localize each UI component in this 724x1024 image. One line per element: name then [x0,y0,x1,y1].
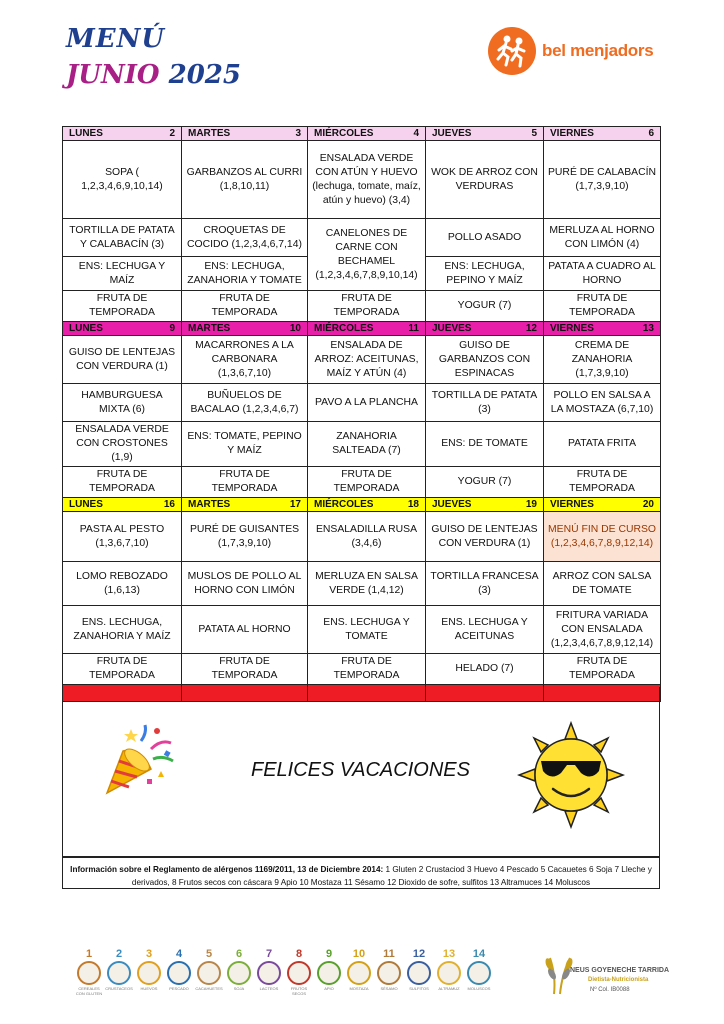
dish-cell: FRUTA DE TEMPORADA [544,291,661,322]
dish-cell: ENS: TOMATE, PEPINO Y MAÍZ [182,422,308,467]
week-1-second-course [63,219,661,257]
dish-cell: FRUTA DE TEMPORADA [308,467,426,498]
day-header: MARTES 3 [182,127,308,141]
week-2-header [63,322,661,336]
dish-cell: FRUTA DE TEMPORADA [544,467,661,498]
week-3-header [63,498,661,512]
dish-cell: LOMO REBOZADO (1,6,13) [63,562,182,606]
week-2-side [63,422,661,467]
party-popper-icon [101,721,181,801]
dish-cell: YOGUR (7) [426,467,544,498]
day-header: VIERNES 20 [544,498,661,512]
day-header: JUEVES 5 [426,127,544,141]
day-header: LUNES 2 [63,127,182,141]
dish-cell: FRUTA DE TEMPORADA [308,654,426,685]
end-of-year-menu-cell: MENÚ FIN DE CURSO (1,2,3,4,6,7,8,9,12,14) [544,512,661,562]
dish-cell: GARBANZOS AL CURRI (1,8,10,11) [182,141,308,219]
day-header: VIERNES 6 [544,127,661,141]
vacation-panel [62,687,660,857]
dish-cell: MUSLOS DE POLLO AL HORNO CON LIMÓN [182,562,308,606]
sun-sunglasses-icon [517,721,625,829]
sesame-icon [377,961,401,985]
dish-cell: TORTILLA DE PATATA (3) [426,384,544,422]
dish-cell: GUISO DE LENTEJAS CON VERDURA (1) [426,512,544,562]
dish-cell: PATATA AL HORNO [182,606,308,654]
dish-cell: SOPA ( 1,2,3,4,6,9,10,14) [63,141,182,219]
day-header: MARTES 10 [182,322,308,336]
allergen-2: 2 CRUSTACEOS [105,948,133,991]
brand-name: bel menjadors [542,41,654,60]
week-2-second-course [63,384,661,422]
week-1-first-course [63,141,661,219]
allergen-14: 14 MOLUSCOS [467,948,491,991]
dish-cell: PURÉ DE GUISANTES (1,7,3,9,10) [182,512,308,562]
dish-cell: PASTA AL PESTO (1,3,6,7,10) [63,512,182,562]
dish-cell: MERLUZA AL HORNO CON LIMÓN (4) [544,219,661,257]
dish-cell: MERLUZA EN SALSA VERDE (1,4,12) [308,562,426,606]
allergen-1: 1 CEREALES CON GLUTEN [75,948,103,996]
week-2-dessert [63,467,661,498]
peanut-icon [197,961,221,985]
dish-cell: WOK DE ARROZ CON VERDURAS [426,141,544,219]
dish-cell: PATATA A CUADRO AL HORNO [544,257,661,291]
dish-cell: PATATA FRITA [544,422,661,467]
vacation-message: FELICES VACACIONES [251,759,470,781]
dish-cell: POLLO EN SALSA A LA MOSTAZA (6,7,10) [544,384,661,422]
allergen-legend [74,948,494,996]
dish-cell: ENSALADA VERDE CON CROSTONES (1,9) [63,422,182,467]
dish-cell: BUÑUELOS DE BACALAO (1,2,3,4,6,7) [182,384,308,422]
nuts-icon [287,961,311,985]
milk-icon [257,961,281,985]
runners-icon [488,27,536,75]
egg-icon [137,961,161,985]
day-header: MIÉRCOLES 11 [308,322,426,336]
week-3-first-course [63,512,661,562]
dish-cell: FRUTA DE TEMPORADA [182,654,308,685]
week-1-dessert [63,291,661,322]
dish-cell: ENSALADA VERDE CON ATÚN Y HUEVO (lechuga, tomate, maíz, atún y huevo) (3,4) [308,141,426,219]
dish-cell: ENS: LECHUGA Y MAÍZ [63,257,182,291]
nutritionist-role: Dietista-Nutricionista [588,977,649,983]
day-header: LUNES 9 [63,322,182,336]
dish-cell: FRUTA DE TEMPORADA [544,654,661,685]
sulphites-icon [407,961,431,985]
nutritionist-name: NEUS GOYENECHE TARRIDA [570,967,670,974]
dish-cell: TORTILLA FRANCESA (3) [426,562,544,606]
dish-cell: ENS: LECHUGA, PEPINO Y MAÍZ [426,257,544,291]
dish-cell: CREMA DE ZANAHORIA (1,7,3,9,10) [544,336,661,384]
dish-cell: ENS. LECHUGA, ZANAHORIA Y MAÍZ [63,606,182,654]
dish-cell: FRUTA DE TEMPORADA [63,291,182,322]
menu-month-year [66,60,241,90]
month-label: JUNIO [66,60,160,90]
day-header: LUNES 16 [63,498,182,512]
dish-cell: POLLO ASADO [426,219,544,257]
menu-title: MENÚ [66,24,166,54]
allergen-info-list: 1 Gluten 2 Crustaciod 3 Huevo 4 Pescado 5 Cacauetes 6 Soja 7 Lleche y derivados, 8 Frutos secos con cáscara 9 Apio 10 Mostaza 11 Sésamo 12 Dioxido de sofre, sulfitos 13 Altramuces 14 Moluscos [131,865,652,887]
day-header: JUEVES 19 [426,498,544,512]
mollusc-icon [467,961,491,985]
dish-cell: GUISO DE LENTEJAS CON VERDURA (1) [63,336,182,384]
dish-cell: HAMBURGUESA MIXTA (6) [63,384,182,422]
nutritionist-registration: Nº Col. IB0088 [590,987,630,993]
allergen-5: 5 CACAHUETES [195,948,223,991]
allergen-12: 12 SULFITOS [404,948,434,996]
mustard-icon [347,961,371,985]
day-header: MIÉRCOLES 18 [308,498,426,512]
day-header: JUEVES 12 [426,322,544,336]
dish-cell: ENS. LECHUGA Y TOMATE [308,606,426,654]
allergen-4: 4 PESCADO [164,948,194,996]
allergen-info-title: Información sobre el Reglamento de alérgenos 1169/2011, 13 de Diciembre 2014: [70,865,384,874]
year-label: 2025 [168,60,241,90]
allergen-6: 6 SOJA [224,948,254,996]
dish-cell: PAVO A LA PLANCHA [308,384,426,422]
week-3-second-course [63,562,661,606]
dish-cell: FRUTA DE TEMPORADA [63,654,182,685]
allergen-13: 13 ALTRAMUZ [438,948,460,991]
allergen-8: 8 FRUTOS SECOS [284,948,314,996]
fish-icon [167,961,191,985]
dish-cell: MACARRONES A LA CARBONARA (1,3,6,7,10) [182,336,308,384]
dish-cell: HELADO (7) [426,654,544,685]
allergen-7: 7 LACTEOS [254,948,284,996]
crustacean-icon [107,961,131,985]
allergen-9: 9 APIO [314,948,344,996]
dish-cell: FRITURA VARIADA CON ENSALADA (1,2,3,4,6,7,8,9,12,14) [544,606,661,654]
cereals-icon [77,961,101,985]
dish-cell: PURÉ DE CALABACÍN (1,7,3,9,10) [544,141,661,219]
week-3-dessert [63,654,661,685]
day-header: MIÉRCOLES 4 [308,127,426,141]
week-1-header [63,127,661,141]
dish-cell: ENS: LECHUGA, ZANAHORIA Y TOMATE [182,257,308,291]
dish-cell: YOGUR (7) [426,291,544,322]
day-header: MARTES 17 [182,498,308,512]
soy-icon [227,961,251,985]
week-2-first-course [63,336,661,384]
dish-cell: TORTILLA DE PATATA Y CALABACÍN (3) [63,219,182,257]
lupin-icon [437,961,461,985]
dish-cell: FRUTA DE TEMPORADA [182,467,308,498]
allergen-3: 3 HUEVOS [134,948,164,996]
brand-logo [488,27,653,75]
allergen-info [62,857,660,889]
dish-cell: GUISO DE GARBANZOS CON ESPINACAS [426,336,544,384]
dish-cell: CANELONES DE CARNE CON BECHAMEL (1,2,3,4,6,7,8,9,10,14) [308,219,426,291]
dish-cell: ZANAHORIA SALTEADA (7) [308,422,426,467]
dish-cell: CROQUETAS DE COCIDO (1,2,3,4,6,7,14) [182,219,308,257]
allergen-10: 10 MOSTAZA [344,948,374,996]
dish-cell: ARROZ CON SALSA DE TOMATE [544,562,661,606]
celery-icon [317,961,341,985]
dish-cell: FRUTA DE TEMPORADA [308,291,426,322]
dish-cell: FRUTA DE TEMPORADA [63,467,182,498]
dish-cell: ENS: DE TOMATE [426,422,544,467]
allergen-11: 11 SÉSAMO [374,948,404,996]
dish-cell: ENS. LECHUGA Y ACEITUNAS [426,606,544,654]
menu-table [62,126,661,702]
day-header: VIERNES 13 [544,322,661,336]
dish-cell: FRUTA DE TEMPORADA [182,291,308,322]
dish-cell: ENSALADA DE ARROZ: ACEITUNAS, MAÍZ Y ATÚN (4) [308,336,426,384]
week-3-side [63,606,661,654]
dish-cell: ENSALADILLA RUSA (3,4,6) [308,512,426,562]
